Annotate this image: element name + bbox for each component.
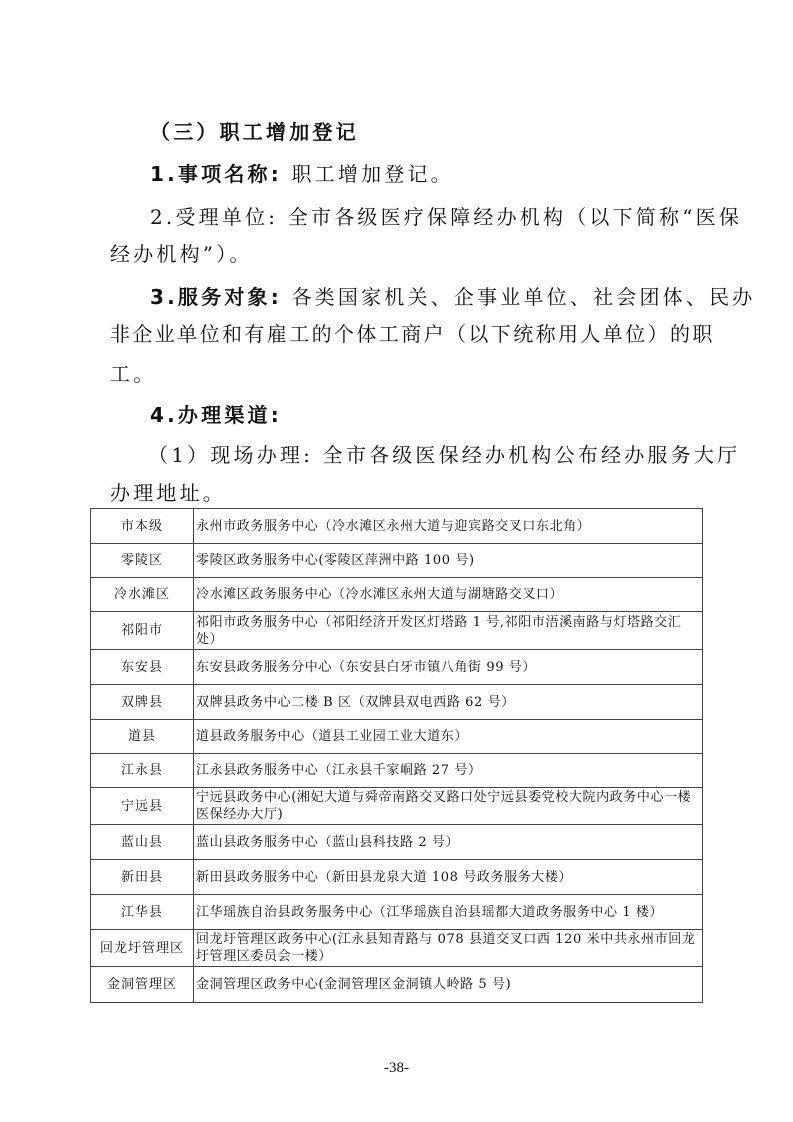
item-unit-label: 2.受理单位: <box>150 205 279 229</box>
table-row <box>91 612 703 650</box>
address-cell: 永州市政务服务中心（冷水滩区永州大道与迎宾路交叉口东北角） <box>194 509 703 544</box>
item-target <box>150 285 756 309</box>
address-cell: 江华瑶族自治县政务服务中心（江华瑶族自治县瑶都大道政务服务中心 1 楼） <box>194 895 703 930</box>
item-target-cont2: 工。 <box>110 362 157 386</box>
table-row <box>91 930 703 967</box>
item-target-cont1: 非企业单位和有雇工的个体工商户（以下统称用人单位）的职 <box>110 322 715 346</box>
table-row <box>91 720 703 754</box>
channel-onsite-cont: 办理地址。 <box>110 481 226 505</box>
address-cell: 宁远县政务中心(湘妃大道与舜帝南路交叉路口处宁远县委党校大院内政务中心一楼医保经办大厅) <box>194 788 703 825</box>
item-name-label: 1.事项名称: <box>150 162 282 186</box>
address-cell: 江永县政务服务中心（江永县千家峒路 27 号） <box>194 754 703 788</box>
page-number: -38- <box>384 1060 409 1076</box>
table-row <box>91 544 703 578</box>
address-cell: 新田县政务服务中心（新田县龙泉大道 108 号政务服务大楼） <box>194 860 703 895</box>
address-cell: 冷水滩区政务服务中心（冷水滩区永州大道与湖塘路交叉口） <box>194 578 703 612</box>
region-cell: 金洞管理区 <box>91 967 194 1003</box>
region-cell: 回龙圩管理区 <box>91 930 194 967</box>
section-title: （三）职工增加登记 <box>150 120 359 144</box>
table-row <box>91 754 703 788</box>
address-cell: 道县政务服务中心（道县工业园工业大道东） <box>194 720 703 754</box>
item-channel: 4.办理渠道: <box>150 403 282 427</box>
item-target-text: 各类国家机关、企事业单位、社会团体、民办 <box>291 285 756 309</box>
region-cell: 冷水滩区 <box>91 578 194 612</box>
region-cell: 江华县 <box>91 895 194 930</box>
address-cell: 金洞管理区政务中心(金洞管理区金洞镇人岭路 5 号) <box>194 967 703 1003</box>
address-cell: 祁阳市政务服务中心（祁阳经济开发区灯塔路 1 号,祁阳市浯溪南路与灯塔路交汇处） <box>194 612 703 650</box>
address-cell: 蓝山县政务服务中心（蓝山县科技路 2 号） <box>194 825 703 860</box>
region-cell: 祁阳市 <box>91 612 194 650</box>
table-row <box>91 860 703 895</box>
table-row <box>91 788 703 825</box>
item-unit <box>150 205 743 229</box>
item-unit-cont: 经办机构”）。 <box>110 242 253 266</box>
table-row <box>91 685 703 720</box>
region-cell: 双牌县 <box>91 685 194 720</box>
region-cell: 市本级 <box>91 509 194 544</box>
region-cell: 新田县 <box>91 860 194 895</box>
channel-onsite: （1）现场办理: 全市各级医保经办机构公布经办服务大厅 <box>148 443 741 467</box>
address-table <box>90 508 703 1003</box>
region-cell: 蓝山县 <box>91 825 194 860</box>
address-cell: 双牌县政务中心二楼 B 区（双牌县双电西路 62 号） <box>194 685 703 720</box>
item-name <box>150 162 700 186</box>
table-row <box>91 895 703 930</box>
region-cell: 宁远县 <box>91 788 194 825</box>
region-cell: 零陵区 <box>91 544 194 578</box>
item-target-label: 3.服务对象: <box>150 285 282 309</box>
table-row <box>91 578 703 612</box>
region-cell: 江永县 <box>91 754 194 788</box>
table-row <box>91 509 703 544</box>
address-cell: 回龙圩管理区政务中心(江永县知青路与 078 县道交叉口西 120 米中共永州市回龙圩管理区委员会一楼） <box>194 930 703 967</box>
region-cell: 东安县 <box>91 650 194 685</box>
region-cell: 道县 <box>91 720 194 754</box>
item-name-text: 职工增加登记。 <box>291 162 454 186</box>
item-unit-text: 全市各级医疗保障经办机构（以下简称“医保 <box>287 205 743 229</box>
table-row <box>91 967 703 1003</box>
table-row <box>91 825 703 860</box>
address-cell: 东安县政务服务分中心（东安县白牙市镇八角街 99 号） <box>194 650 703 685</box>
address-cell: 零陵区政务服务中心(零陵区萍洲中路 100 号) <box>194 544 703 578</box>
table-row <box>91 650 703 685</box>
